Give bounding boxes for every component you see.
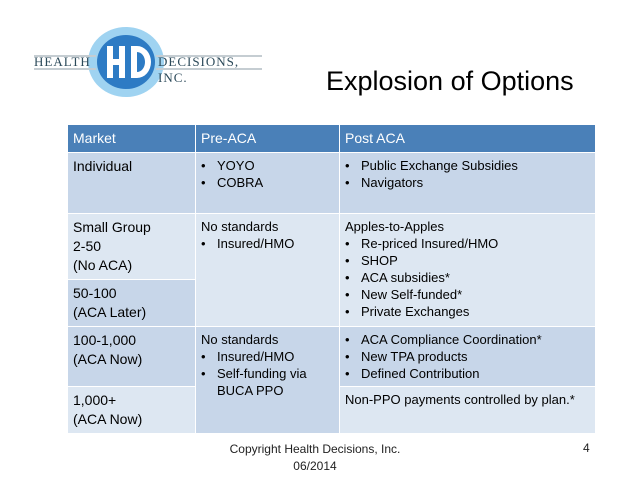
pre-aca-cell (196, 327, 340, 434)
list-item: • Insured/HMO (201, 235, 334, 252)
market-cell (68, 214, 196, 280)
logo-right-text: DECISIONS, INC. (158, 54, 240, 85)
company-logo (34, 24, 264, 100)
table-row-individual (68, 153, 596, 214)
cell-title: No standards (201, 219, 279, 234)
header-market: Market (68, 125, 196, 153)
market-label: 50-100 (73, 285, 117, 301)
logo-left-text: HEALTH (34, 54, 91, 69)
market-label: 1,000+ (73, 392, 117, 408)
slide-title: Explosion of Options (326, 66, 574, 96)
post-aca-cell (340, 387, 596, 434)
header-pre-aca: Pre-ACA (196, 125, 340, 153)
list-item: • New Self-funded* (345, 286, 590, 303)
market-label: 100-1,000 (73, 332, 137, 348)
list-item: • Navigators (345, 174, 590, 191)
list-item: • Re-priced Insured/HMO (345, 235, 590, 252)
list-item: • ACA subsidies* (345, 269, 590, 286)
page-number: 4 (583, 441, 590, 455)
market-label: (ACA Now) (73, 411, 143, 427)
market-label: (ACA Now) (73, 351, 143, 367)
cell-text: Non-PPO payments controlled by plan.* (345, 392, 575, 407)
market-cell (68, 280, 196, 327)
date-text: 06/2014 (293, 459, 337, 473)
market-label: (ACA Later) (73, 304, 147, 320)
list-item: • SHOP (345, 252, 590, 269)
list-item: • Insured/HMO (201, 348, 334, 365)
list-item: • COBRA (201, 174, 334, 191)
market-cell (68, 327, 196, 387)
list-item: • Defined Contribution (345, 365, 590, 382)
pre-aca-cell (196, 153, 340, 214)
options-table (67, 124, 596, 434)
copyright-footer (215, 441, 415, 475)
post-aca-cell (340, 153, 596, 214)
market-label: Small Group (73, 219, 151, 235)
market-label: (No ACA) (73, 257, 133, 273)
cell-title: Apples-to-Apples (345, 219, 444, 234)
market-cell (68, 387, 196, 434)
market-label: 2-50 (73, 238, 102, 254)
market-cell (68, 153, 196, 214)
table-row-100-1000 (68, 327, 596, 387)
list-item: • Private Exchanges (345, 303, 590, 320)
cell-title: No standards (201, 332, 279, 347)
header-post-aca: Post ACA (340, 125, 596, 153)
market-label: Individual (73, 158, 133, 174)
list-item: • Public Exchange Subsidies (345, 157, 590, 174)
copyright-text: Copyright Health Decisions, Inc. (229, 442, 401, 456)
table-header-row (68, 125, 596, 153)
post-aca-cell (340, 327, 596, 387)
list-item: • ACA Compliance Coordination* (345, 331, 590, 348)
list-item: • Self-funding via BUCA PPO (201, 365, 334, 399)
list-item: • YOYO (201, 157, 334, 174)
table-row-small-group (68, 214, 596, 280)
pre-aca-cell (196, 214, 340, 327)
post-aca-cell (340, 214, 596, 327)
list-item: • New TPA products (345, 348, 590, 365)
